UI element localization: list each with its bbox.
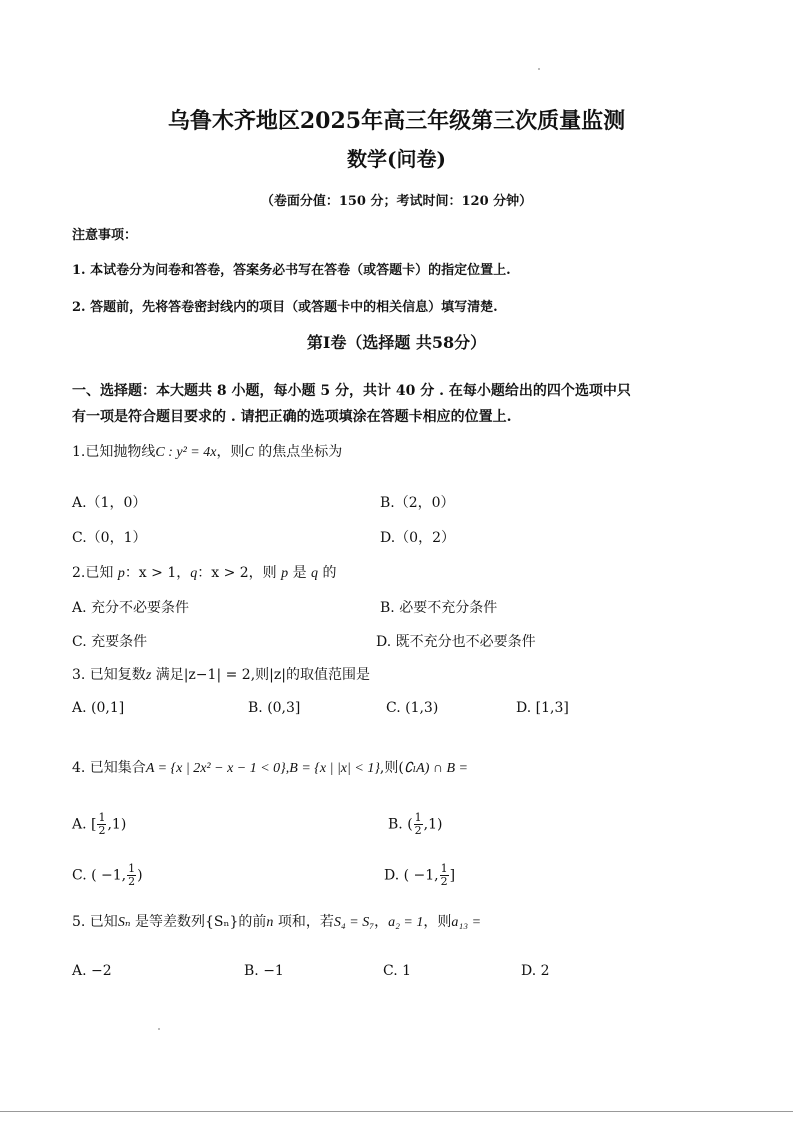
q4-d-numerator: 1 <box>440 862 448 875</box>
q4-text-b: ,则( <box>379 760 404 776</box>
q2-option-b[interactable]: B. 必要不充分条件 <box>380 600 498 616</box>
q1-equation: C : y² = 4x <box>155 445 217 460</box>
q1-text-d: 的焦点坐标为 <box>253 444 343 460</box>
q2-mid: 是 <box>288 565 312 581</box>
q3-option-c[interactable]: C. (1,3) <box>386 700 439 716</box>
section-instruction-2: 有一项是符合题目要求的 . 请把正确的选项填涂在答题卡相应的位置上. <box>72 409 512 425</box>
q4-text-c: ) ∩ B = <box>424 761 468 776</box>
q4-b-numerator: 1 <box>414 811 422 824</box>
q4-c-prefix: C. ( −1, <box>72 867 127 884</box>
q3-option-d[interactable]: D. [1,3] <box>516 700 569 716</box>
q1-text-a: 1.已知抛物线 <box>72 444 156 460</box>
q2-q: q <box>190 566 198 581</box>
q5-option-a[interactable]: A. −2 <box>72 963 112 979</box>
q4-d-denominator: 2 <box>440 875 448 888</box>
q5-cond-1: S₄ = S₇ <box>333 915 375 930</box>
q4-b-fraction <box>414 812 423 837</box>
question-3-stem <box>72 664 370 684</box>
q4-text-a: 4. 已知集合 <box>72 760 146 776</box>
q1-option-b[interactable]: B.（2，0） <box>380 495 455 511</box>
q2-p-2: p <box>281 566 289 581</box>
q5-option-c[interactable]: C. 1 <box>383 963 412 979</box>
q5-text-a: 5. 已知 <box>72 914 118 930</box>
q4-d-fraction <box>440 863 449 888</box>
q4-option-b[interactable] <box>388 812 442 837</box>
exam-title: 乌鲁木齐地区2025年高三年级第三次质量监测 <box>167 108 626 134</box>
q4-c-fraction <box>127 863 136 888</box>
q4-c-denominator: 2 <box>128 875 136 888</box>
q4-c-numerator: 1 <box>128 862 136 875</box>
question-4-stem <box>72 757 468 777</box>
q2-q-2: q <box>311 566 319 581</box>
q5-text-d: ， <box>374 914 389 930</box>
q5-text-e: ，则 <box>423 914 452 930</box>
question-5-stem <box>72 911 481 931</box>
exam-subtitle: 数学(问卷) <box>347 147 446 171</box>
notice-heading: 注意事项： <box>72 228 138 243</box>
q3-option-b[interactable]: B. (0,3] <box>248 700 301 716</box>
q4-option-d[interactable] <box>384 863 455 888</box>
notice-item-2: 2. 答题前，先将答卷密封线内的项目（或答题卡中的相关信息）填写清楚. <box>72 300 498 315</box>
section-title: 第Ⅰ卷（选择题 共58分） <box>306 333 487 352</box>
q4-a-numerator: 1 <box>98 811 106 824</box>
q5-text-b: 是等差数列{Sₙ}的前 <box>130 914 267 930</box>
q5-option-d[interactable]: D. 2 <box>521 963 550 979</box>
exam-meta: （卷面分值：150 分；考试时间：120 分钟） <box>260 194 533 209</box>
q5-sn: Sₙ <box>117 915 131 930</box>
q3-z: z <box>145 668 152 683</box>
q4-a-denominator: 2 <box>98 824 106 837</box>
q2-cond-q: ：x > 2，则 <box>197 565 282 581</box>
q1-text-b: ，则 <box>216 444 245 460</box>
q4-set-b: ,B = {x | |x| < 1} <box>285 761 380 776</box>
q4-d-prefix: D. ( −1, <box>384 867 439 884</box>
q4-a-prefix: A. [ <box>72 816 97 833</box>
page-speck <box>538 68 540 70</box>
q4-complement: ∁ₗA <box>403 761 425 776</box>
q4-option-a[interactable] <box>72 812 126 837</box>
q1-option-a[interactable]: A.（1，0） <box>72 495 147 511</box>
question-1-stem <box>72 441 342 461</box>
q4-set-a: A = {x | 2x² − x − 1 < 0} <box>145 761 286 776</box>
q4-a-fraction <box>97 812 106 837</box>
page-bottom-edge <box>0 1111 793 1112</box>
q5-target: a₁₃ = <box>451 915 482 930</box>
q5-n: n <box>266 915 274 930</box>
q3-text-b: 满足|z−1| = 2,则|z|的取值范围是 <box>151 667 370 683</box>
notice-item-1: 1. 本试卷分为问卷和答卷，答案务必书写在答卷（或答题卡）的指定位置上. <box>72 263 511 278</box>
page-speck-2 <box>158 1028 160 1030</box>
question-2-stem <box>72 562 337 582</box>
q4-b-prefix: B. ( <box>388 816 413 833</box>
section-instruction-1: 一、选择题：本大题共 8 小题，每小题 5 分，共计 40 分 . 在每小题给出的四个选项中只 <box>72 383 631 399</box>
q1-option-c[interactable]: C.（0，1） <box>72 530 147 546</box>
q4-b-suffix: ,1) <box>423 816 443 833</box>
q4-c-suffix: ) <box>137 867 143 884</box>
q2-end: 的 <box>318 565 337 581</box>
q2-option-a[interactable]: A. 充分不必要条件 <box>72 600 190 616</box>
q2-option-c[interactable]: C. 充要条件 <box>72 634 148 650</box>
q5-cond-2: a₂ = 1 <box>388 915 424 930</box>
q4-option-c[interactable] <box>72 863 143 888</box>
q5-text-c: 项和，若 <box>273 914 334 930</box>
q4-b-denominator: 2 <box>414 824 422 837</box>
q2-p: p <box>117 566 125 581</box>
q3-text-a: 3. 已知复数 <box>72 667 146 683</box>
q2-cond-p: ：x > 1， <box>124 565 191 581</box>
q4-a-suffix: ,1) <box>107 816 127 833</box>
q4-d-suffix: ] <box>449 867 456 884</box>
q2-text-a: 2.已知 <box>72 565 118 581</box>
q2-option-d[interactable]: D. 既不充分也不必要条件 <box>376 634 536 650</box>
q5-option-b[interactable]: B. −1 <box>244 963 284 979</box>
q1-option-d[interactable]: D.（0，2） <box>380 530 455 546</box>
q3-option-a[interactable]: A. (0,1] <box>72 700 125 716</box>
q1-curve: C <box>244 445 254 460</box>
